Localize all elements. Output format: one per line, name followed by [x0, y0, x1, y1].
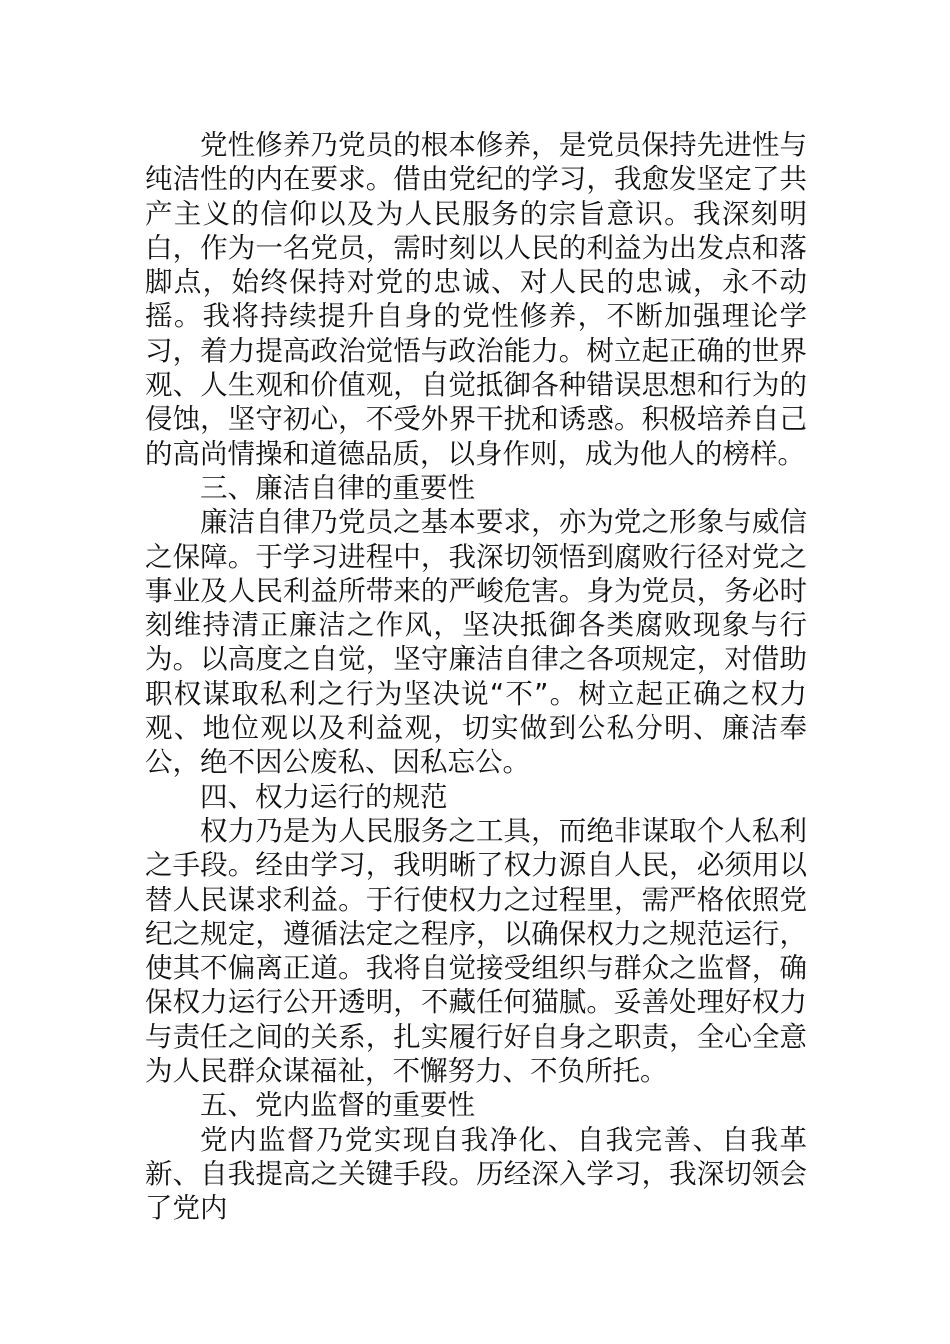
paragraph-integrity: 廉洁自律乃党员之基本要求，亦为党之形象与威信之保障。于学习进程中，我深切领悟到腐败行径对党之事业及人民利益所带来的严峻危害。身为党员，务必时刻维持清正廉洁之作风，坚决抵御各类腐败现象与行为。以高度之自觉，坚守廉洁自律之各项规定，对借助职权谋取私利之行为坚决说“不”。树立起正确之权力观、地位观以及利益观，切实做到公私分明、廉洁奉公，绝不因公废私、因私忘公。 — [145, 506, 807, 779]
section-heading-integrity: 三、廉洁自律的重要性 — [200, 471, 475, 504]
paragraph-party-spirit: 党性修养乃党员的根本修养，是党员保持先进性与纯洁性的内在要求。借由党纪的学习，我愈发坚定了共产主义的信仰以及为人民服务的宗旨意识。我深刻明白，作为一名党员，需时刻以人民的利益为出发点和落脚点，始终保持对党的忠诚、对人民的忠诚，永不动摇。我将持续提升自身的党性修养，不断加强理论学习，着力提高政治觉悟与政治能力。树立起正确的世界观、人生观和价值观，自觉抵御各种错误思想和行为的侵蚀，坚守初心，不受外界干扰和诱惑。积极培养自己的高尚情操和道德品质，以身作则，成为他人的榜样。 — [145, 129, 807, 470]
section-heading-supervision: 五、党内监督的重要性 — [200, 1089, 475, 1122]
paragraph-supervision: 党内监督乃党实现自我净化、自我完善、自我革新、自我提高之关键手段。历经深入学习，我深切领会了党内 — [145, 1123, 807, 1225]
paragraph-power: 权力乃是为人民服务之工具，而绝非谋取个人私利之手段。经由学习，我明晰了权力源自人民，必须用以替人民谋求利益。于行使权力之过程里，需严格依照党纪之规定，遵循法定之程序，以确保权力之规范运行，使其不偏离正道。我将自觉接受组织与群众之监督，确保权力运行公开透明，不藏任何猫腻。妥善处理好权力与责任之间的关系，扎实履行好自身之职责，全心全意为人民群众谋福祉，不懈努力、不负所托。 — [145, 814, 807, 1088]
section-heading-power: 四、权力运行的规范 — [200, 780, 448, 813]
document-page — [145, 128, 807, 1226]
